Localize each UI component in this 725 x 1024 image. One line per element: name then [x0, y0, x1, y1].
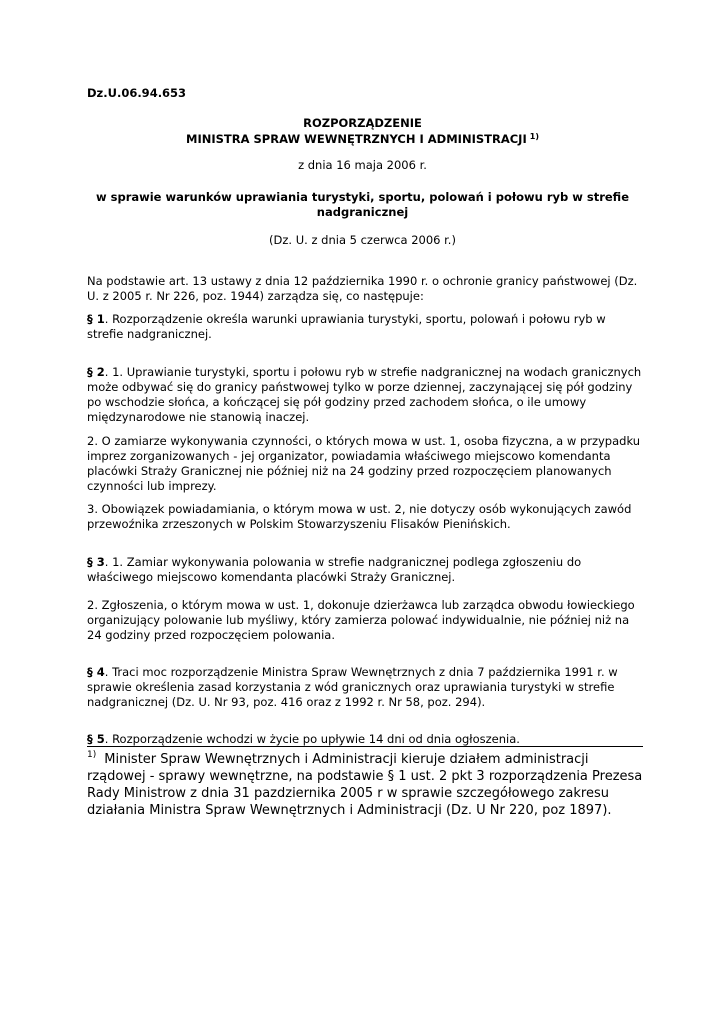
issue-date: z dnia 16 maja 2006 r. — [298, 158, 427, 172]
section-2-mark: § 2 — [87, 365, 105, 379]
section-1-text: . Rozporządzenie określa warunki uprawiania turystyki, sportu, polowań i połowu ryb w strefie nadgranicznej. — [87, 312, 606, 341]
footnote — [87, 747, 647, 819]
section-1 — [87, 312, 643, 342]
document-id: Dz.U.06.94.653 — [87, 86, 187, 100]
footnote-reference: 1) — [529, 132, 539, 141]
section-4 — [87, 665, 643, 710]
section-3-mark: § 3 — [87, 555, 105, 569]
issuer-title — [0, 129, 725, 147]
preamble: Na podstawie art. 13 ustawy z dnia 12 października 1990 r. o ochronie granicy państwowej (Dz. U. z 2005 r. Nr 226, poz. 1944) zarządza się, co następuje: — [87, 274, 638, 303]
publication-info: (Dz. U. z dnia 5 czerwca 2006 r.) — [269, 233, 456, 247]
section-2-paragraph-3: 3. Obowiązek powiadamiania, o którym mowa w ust. 2, nie dotyczy osób wykonujących zawód przewoźnika zrzeszonych w Polskim Stowarzyszeniu Flisaków Pienińskich. — [87, 502, 632, 531]
section-3 — [87, 555, 643, 585]
section-5 — [87, 732, 643, 747]
section-3-paragraph-1: . 1. Zamiar wykonywania polowania w strefie nadgranicznej podlega zgłoszeniu do właściwego miejscowo komendanta placówki Straży Granicznej. — [87, 555, 582, 584]
act-type-title: ROZPORZĄDZENIE — [303, 116, 422, 130]
footnote-text: Minister Spraw Wewnętrznych i Administracji kieruje działem administracji rządowej - sprawy wewnętrzne, na podstawie § 1 ust. 2 pkt 3 rozporządzenia Prezesa Rady Ministrow z dnia 31 pazdziernika 2005 r w sprawie szczegółowego zakresu działania Ministra Spraw Wewnętrznych i Administracji (Dz. U Nr 220, poz 1897). — [87, 752, 643, 818]
section-2-paragraph-1: . 1. Uprawianie turystyki, sportu i połowu ryb w strefie nadgranicznej na wodach granicznych może odbywać się do granicy państwowej tylko w porze dziennej, zaczynającej się pół godziny po wschodzie słońca, a kończącej się pół godziny przed zachodem słońca, o ile umowy międzynarodowe nie stanowią inaczej. — [87, 365, 642, 424]
section-1-mark: § 1 — [87, 312, 105, 326]
issuer-name: MINISTRA SPRAW WEWNĘTRZNYCH I ADMINISTRACJI — [186, 132, 527, 146]
footnote-mark: 1) — [87, 750, 97, 760]
section-2 — [87, 365, 643, 425]
section-4-text: . Traci moc rozporządzenie Ministra Spraw Wewnętrznych z dnia 7 października 1991 r. w sprawie określenia zasad korzystania z wód granicznych oraz uprawiania turystyki w strefie nadgranicznej (Dz. U. Nr 93, poz. 416 oraz z 1992 r. Nr 58, poz. 294). — [87, 665, 618, 709]
section-5-text: . Rozporządzenie wchodzi w życie po upływie 14 dni od dnia ogłoszenia. — [104, 732, 520, 746]
section-2-paragraph-2: 2. O zamiarze wykonywania czynności, o których mowa w ust. 1, osoba fizyczna, a w przypadku imprez zorganizowanych - jej organizator, powiadamia właściwego miejscowo komendanta placówki Straży Granicznej nie później niż na 24 godziny przed rozpoczęciem planowanych czynności lub imprezy. — [87, 434, 641, 493]
section-5-mark: § 5 — [87, 732, 105, 746]
section-4-mark: § 4 — [87, 665, 105, 679]
regulation-subject: w sprawie warunków uprawiania turystyki, sportu, polowań i połowu ryb w strefie nadgranicznej — [95, 190, 629, 219]
section-3-paragraph-2: 2. Zgłoszenia, o którym mowa w ust. 1, dokonuje dzierżawca lub zarządca obwodu łowieckiego organizujący polowanie lub myśliwy, który zamierza polować indywidualnie, nie później niż na 24 godziny przed rozpoczęciem polowania. — [87, 598, 635, 642]
